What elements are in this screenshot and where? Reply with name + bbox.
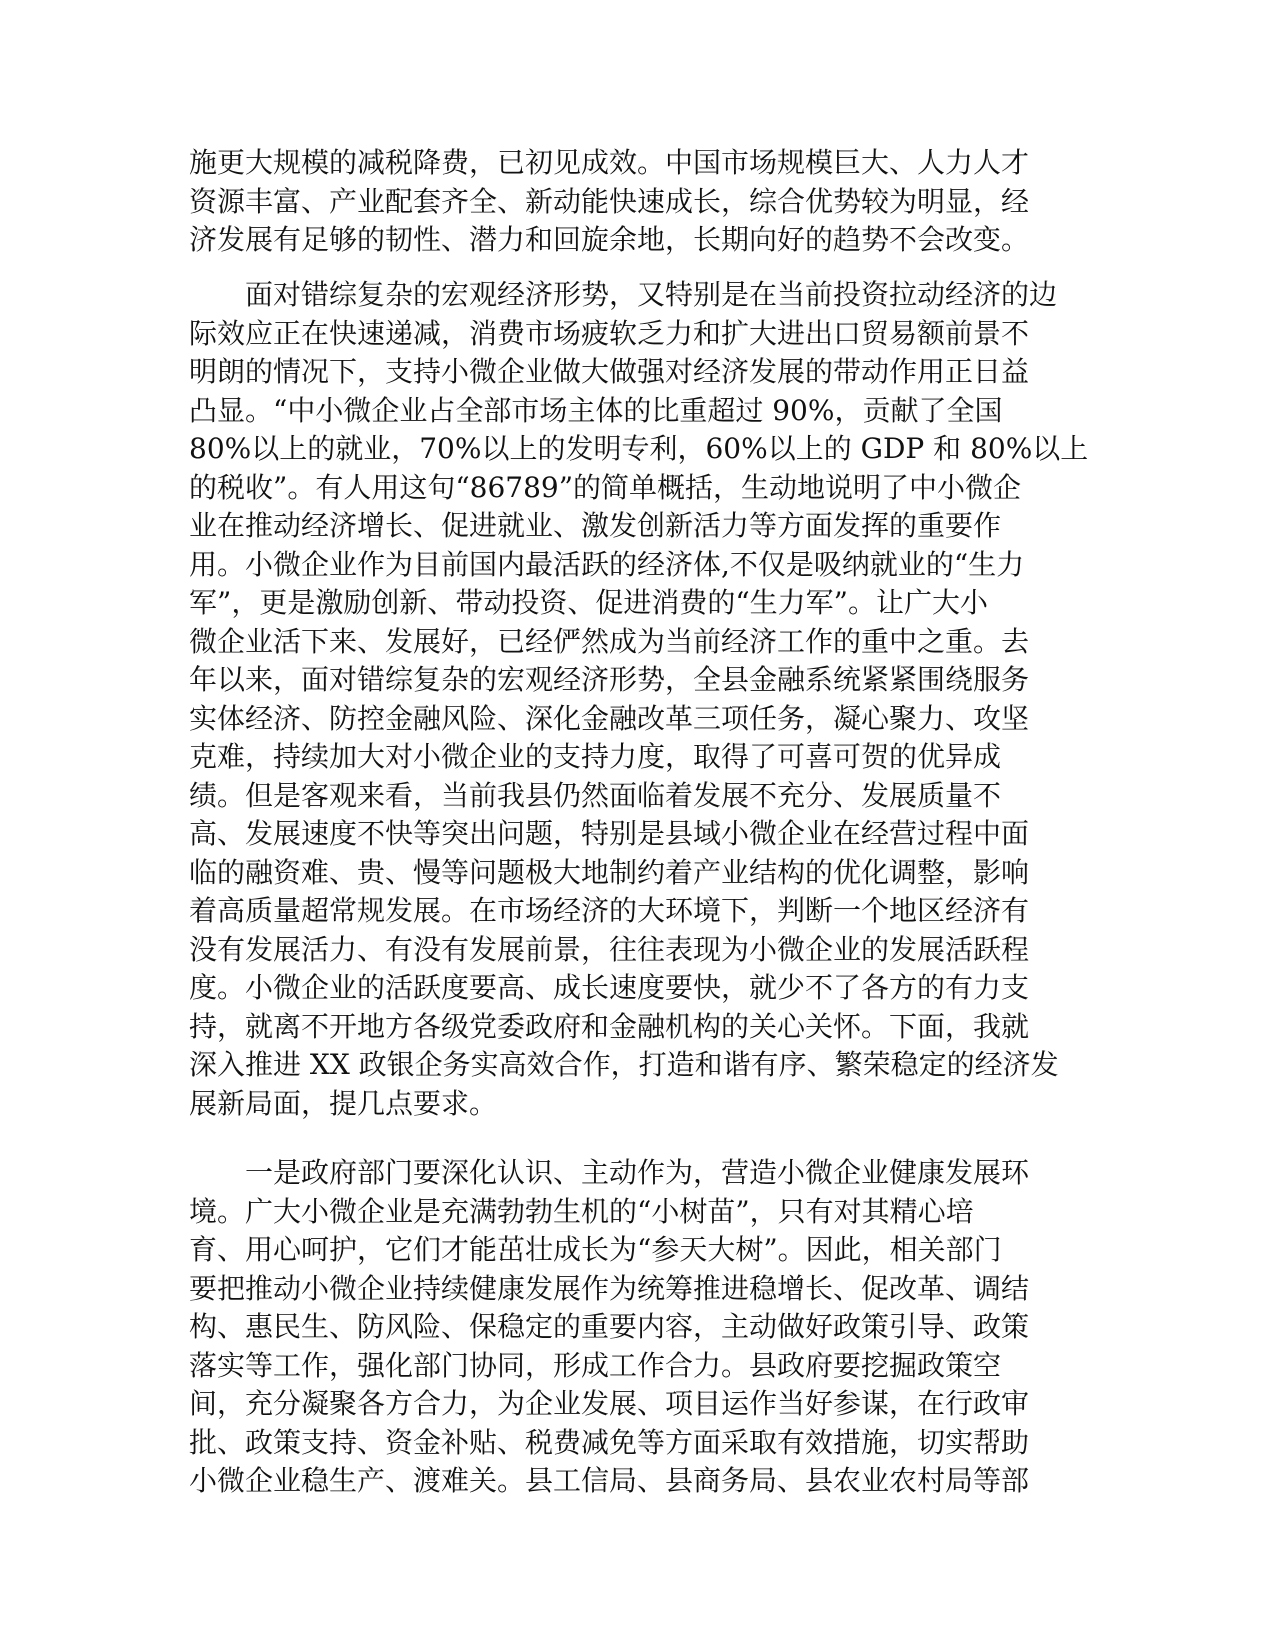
text-line: 度。小微企业的活跃度要高、成长速度要快，就少不了各方的有力支: [189, 971, 1030, 1004]
text-line: 一是政府部门要深化认识、主动作为，营造小微企业健康发展环: [189, 1156, 1030, 1189]
text-line: 业在推动经济增长、促进就业、激发创新活力等方面发挥的重要作: [189, 509, 1002, 542]
text-line: 资源丰富、产业配套齐全、新动能快速成长，综合优势较为明显，经: [189, 184, 1030, 218]
text-line: 80%以上的就业，70%以上的发明专利，60%以上的 GDP 和 80%以上: [189, 432, 1089, 465]
text-line: 深入推进 XX 政银企务实高效合作，打造和谐有序、繁荣稳定的经济发: [189, 1048, 1059, 1081]
text-line: 的税收”。有人用这句“86789”的简单概括，生动地说明了中小微企: [189, 470, 1022, 504]
paragraph-3: [189, 1154, 1089, 1501]
text-line: 凸显。“中小微企业占全部市场主体的比重超过 90%，贡献了全国: [189, 393, 1003, 427]
text-line: 施更大规模的减税降费，已初见成效。中国市场规模巨大、人力人才: [189, 146, 1030, 179]
text-line: 要把推动小微企业持续健康发展作为统筹推进稳增长、促改革、调结: [189, 1271, 1030, 1305]
text-line: 军”，更是激励创新、带动投资、促进消费的“生力军”。让广大小: [189, 586, 988, 619]
text-line: 小微企业稳生产、渡难关。县工信局、县商务局、县农业农村局等部: [189, 1464, 1030, 1497]
text-line: 际效应正在快速递减，消费市场疲软乏力和扩大进出口贸易额前景不: [189, 316, 1030, 350]
text-line: 境。广大小微企业是充满勃勃生机的“小树苗”，只有对其精心培: [189, 1194, 974, 1228]
text-line: 济发展有足够的韧性、潜力和回旋余地，长期向好的趋势不会改变。: [189, 223, 1030, 256]
text-line: 高、发展速度不快等突出问题，特别是县域小微企业在经营过程中面: [189, 817, 1030, 850]
text-line: 落实等工作，强化部门协同，形成工作合力。县政府要挖掘政策空: [189, 1348, 1002, 1382]
text-line: 构、惠民生、防风险、保稳定的重要内容，主动做好政策引导、政策: [189, 1310, 1030, 1343]
text-line: 展新局面，提几点要求。: [189, 1086, 498, 1120]
text-line: 年以来，面对错综复杂的宏观经济形势，全县金融系统紧紧围绕服务: [189, 663, 1030, 696]
text-line: 临的融资难、贵、慢等问题极大地制约着产业结构的优化调整，影响: [189, 855, 1030, 889]
text-line: 实体经济、防控金融风险、深化金融改革三项任务，凝心聚力、攻坚: [189, 701, 1030, 735]
text-line: 育、用心呵护，它们才能茁壮成长为“参天大树”。因此，相关部门: [189, 1233, 1002, 1266]
text-line: 用。小微企业作为目前国内最活跃的经济体,不仅是吸纳就业的“生力: [189, 547, 1025, 581]
text-line: 持，就离不开地方各级党委政府和金融机构的关心关怀。下面，我就: [189, 1009, 1030, 1043]
text-line: 着高质量超常规发展。在市场经济的大环境下，判断一个地区经济有: [189, 894, 1030, 927]
paragraph-1: [189, 144, 1089, 260]
text-line: 克难，持续加大对小微企业的支持力度，取得了可喜可贺的优异成: [189, 740, 1002, 773]
text-line: 没有发展活力、有没有发展前景，往往表现为小微企业的发展活跃程: [189, 932, 1030, 966]
text-line: 绩。但是客观来看，当前我县仍然面临着发展不充分、发展质量不: [189, 778, 1002, 812]
text-line: 批、政策支持、资金补贴、税费减免等方面采取有效措施，切实帮助: [189, 1425, 1030, 1459]
text-line: 明朗的情况下，支持小微企业做大做强对经济发展的带动作用正日益: [189, 355, 1030, 388]
text-line: 间，充分凝聚各方合力，为企业发展、项目运作当好参谋，在行政审: [189, 1387, 1030, 1420]
text-line: 微企业活下来、发展好，已经俨然成为当前经济工作的重中之重。去: [189, 624, 1030, 658]
paragraph-2: [189, 276, 1089, 1123]
text-line: 面对错综复杂的宏观经济形势，又特别是在当前投资拉动经济的边: [189, 278, 1058, 311]
